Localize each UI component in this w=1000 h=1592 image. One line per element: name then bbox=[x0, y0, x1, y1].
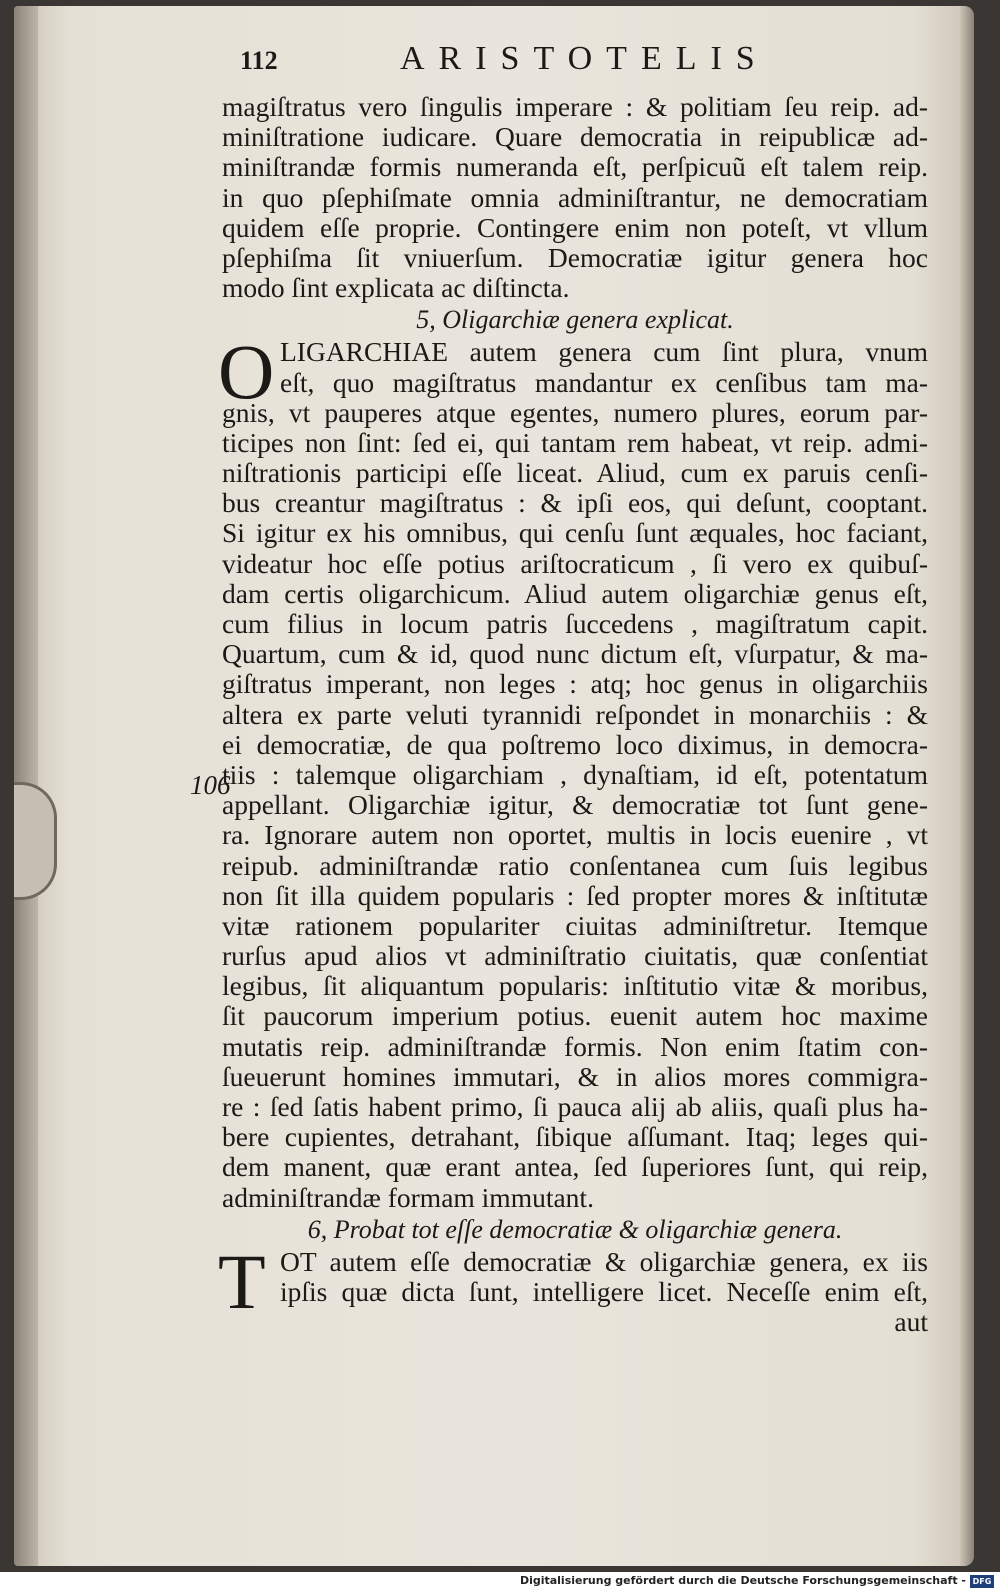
text-line: modo ſint explicata ac diſtincta. bbox=[222, 272, 570, 304]
text-line: ra. Ignorare autem non oportet, multis in locis euenire , vt bbox=[222, 819, 928, 851]
text-line: re : ſed ſatis habent primo, ſi pauca alij ab aliis, quaſi plus ha- bbox=[222, 1091, 928, 1122]
text-line: altera ex parte veluti tyrannidi reſpondet in monarchiis : & bbox=[222, 698, 928, 730]
text-line: adminiſtrandæ formam immutant. bbox=[222, 1181, 594, 1213]
book-clasp bbox=[14, 782, 57, 900]
drop-initial: O bbox=[218, 328, 275, 416]
running-title: ARISTOTELIS bbox=[400, 40, 769, 77]
text-line: magiſtratus vero ſingulis imperare : & politiam ſeu reip. ad- bbox=[222, 91, 928, 122]
text-line: ticipes non ſint: ſed ei, qui tantam rem habeat, vt reip. admi- bbox=[222, 426, 928, 458]
text-line: videatur hoc eſſe potius ariſtocraticum , ſi vero ex quibuſ- bbox=[222, 547, 928, 579]
digitization-footer bbox=[0, 1572, 1000, 1592]
text-line: mutatis reip. adminiſtrandæ formis. Non enim ſtatim con- bbox=[222, 1030, 928, 1062]
page-header bbox=[222, 40, 928, 92]
text-line: dam certis oligarchicum. Aliud autem oligarchiæ genus eſt, bbox=[222, 577, 928, 609]
text-line: gnis, vt pauperes atque egentes, numero plures, eorum par- bbox=[222, 396, 928, 428]
text-line: quidem eſſe proprie. Contingere enim non poteſt, vt vllum bbox=[222, 211, 928, 243]
text-line: bere cupientes, detrahant, ſibique aſſumant. Itaq; leges qui- bbox=[222, 1121, 928, 1153]
text-line: OT autem eſſe democratiæ & oligarchiæ genera, ex iis bbox=[280, 1245, 928, 1277]
text-line: niſtrationis participi eſſe liceat. Aliud, cum ex paruis cenſi- bbox=[222, 457, 928, 489]
section-number: 6, bbox=[307, 1214, 328, 1244]
text-line: ſit paucorum imperium potius. euenit autem hoc maxime bbox=[222, 1000, 928, 1032]
section-6-caption bbox=[222, 1213, 928, 1247]
text-line: ei democratiæ, de qua poſtremo loco diximus, in democra- bbox=[222, 728, 928, 760]
section-6-paragraph bbox=[218, 1237, 928, 1338]
drop-initial: T bbox=[218, 1237, 266, 1325]
section-5-caption bbox=[222, 303, 928, 337]
text-line: ſueuerunt homines immutari, & in alios mores commigra- bbox=[222, 1060, 928, 1092]
section-number: 5, bbox=[416, 305, 436, 335]
text-line: pſephiſma ſit vniuerſum. Democratiæ igitur genera hoc bbox=[222, 241, 928, 273]
section-heading: Probat tot eſſe democratiæ & oligarchiæ genera. bbox=[333, 1214, 843, 1244]
section-heading: Oligarchiæ genera explicat. bbox=[442, 305, 734, 335]
text-line: miniſtrandæ formis numeranda eſt, perſpicuũ eſt talem reip. bbox=[222, 151, 928, 183]
text-block bbox=[218, 40, 928, 1338]
text-line: dem manent, quæ erant antea, ſed ſuperiores ſunt, qui reip, bbox=[222, 1151, 928, 1183]
text-line: vitæ rationem populariter ciuitas adminiſtretur. Itemque bbox=[222, 909, 928, 941]
dfg-logo: DFG bbox=[970, 1575, 994, 1588]
text-line: miniſtratione iudicare. Quare democratia in reipublicæ ad- bbox=[222, 121, 928, 153]
text-line: ipſis quæ dicta ſunt, intelligere licet. Neceſſe enim eſt, bbox=[280, 1275, 928, 1307]
text-line: Si igitur ex his omnibus, qui cenſu ſunt æquales, hoc faciant, bbox=[222, 517, 928, 549]
margin-reference-number: 106 bbox=[190, 770, 231, 800]
text-line: Quartum, cum & id, quod nunc dictum eſt, vſurpatur, & ma- bbox=[222, 638, 928, 670]
text-line: reipub. adminiſtrandæ ratio conſentanea cum ſuis legibus bbox=[222, 849, 928, 881]
text-line: tiis : talemque oligarchiam , dynaſtiam, id eſt, potentatum bbox=[222, 758, 928, 790]
text-line: appellant. Oligarchiæ igitur, & democratiæ tot ſunt gene- bbox=[222, 789, 928, 821]
text-line: legibus, ſit aliquantum popularis: inſtitutio vitæ & moribus, bbox=[222, 970, 928, 1002]
text-line: cum filius in locum patris ſuccedens , magiſtratum capit. bbox=[222, 608, 928, 639]
text-line: in quo pſephiſmate omnia adminiſtrantur, ne democratiam bbox=[222, 181, 928, 213]
text-line: LIGARCHIAE autem genera cum ſint plura, vnum bbox=[280, 336, 928, 368]
catchword: aut bbox=[894, 1306, 928, 1338]
footer-credit: Digitalisierung gefördert durch die Deutsche Forschungsgemeinschaft - bbox=[519, 1574, 966, 1587]
text-line: giſtratus imperant, non leges : atq; hoc genus in oligarchiis bbox=[222, 668, 928, 700]
text-line: eſt, quo magiſtratus mandantur ex cenſibus tam ma- bbox=[280, 366, 928, 398]
page-number: 112 bbox=[240, 46, 278, 75]
section-5-paragraph bbox=[218, 328, 928, 1213]
text-line: bus creantur magiſtratus : & ipſi eos, qui deſunt, cooptant. bbox=[222, 487, 928, 519]
text-line: non ſit illa quidem popularis : ſed propter mores & inſtitutæ bbox=[222, 879, 928, 911]
intro-paragraph bbox=[222, 92, 928, 303]
page-fore-edge bbox=[960, 6, 974, 1566]
text-line: rurſus apud alios vt adminiſtratio ciuitatis, quæ conſentiat bbox=[222, 940, 928, 972]
